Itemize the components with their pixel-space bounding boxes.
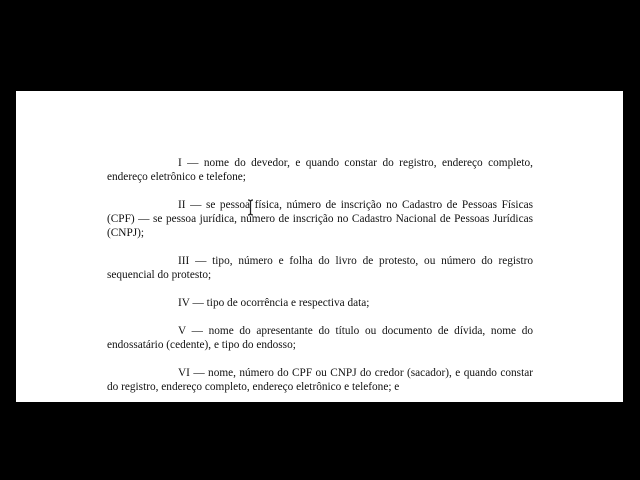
paragraph-vi: VI — nome, número do CPF ou CNPJ do credor (sacador), e quando constar do registro, endereço completo, endereço eletrônico e telefone; e (107, 367, 533, 393)
text-cursor-icon (247, 199, 254, 216)
paragraph-i: I — nome do devedor, e quando constar do registro, endereço completo, endereço eletrônico e telefone; (107, 157, 533, 183)
paragraph-iv: IV — tipo de ocorrência e respectiva data; (178, 297, 370, 309)
paragraph-v: V — nome do apresentante do título ou documento de dívida, nome do endossatário (cedente), e tipo do endosso; (107, 325, 533, 351)
paragraph-ii: II — se pessoa física, número de inscrição no Cadastro de Pessoas Físicas (CPF) — se pessoa jurídica, número de inscrição no Cadastro Nacional de Pessoas Jurídicas (CNPJ); (107, 199, 533, 239)
document-body (107, 156, 533, 394)
paragraph-iii: III — tipo, número e folha do livro de protesto, ou número do registro sequencial do protesto; (107, 255, 533, 281)
document-page (16, 91, 623, 402)
